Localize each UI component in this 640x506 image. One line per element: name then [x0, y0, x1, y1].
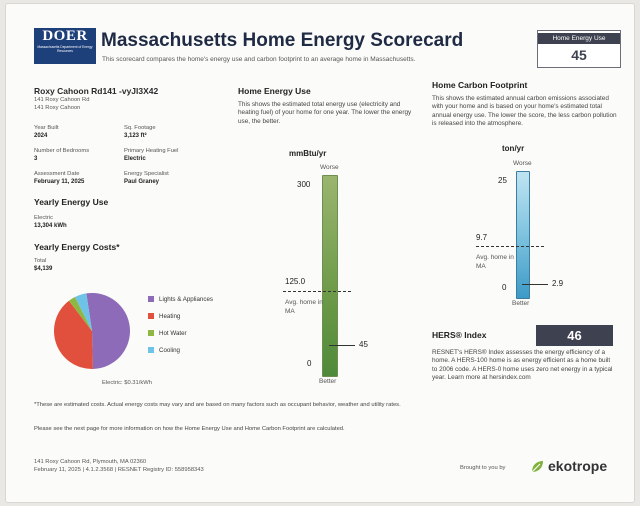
- carbon-unit-label: ton/yr: [502, 144, 525, 153]
- logo-text: DOER: [42, 28, 88, 44]
- energy-better-label: Better: [319, 378, 337, 385]
- energy-fuel-value: 13,304 kWh: [34, 223, 67, 229]
- carbon-bar: [516, 171, 530, 299]
- hers-title: HERS® Index: [432, 330, 487, 340]
- energy-home-marker: [329, 345, 355, 346]
- legend-label: Lights & Appliances: [159, 296, 214, 303]
- sq-footage-value: 3,123 ft²: [124, 133, 147, 139]
- year-built-value: 2024: [34, 133, 48, 139]
- hers-score-badge: 46: [536, 325, 613, 346]
- cost-legend: [148, 296, 213, 364]
- address-line2: 141 Roxy Cahoon: [34, 105, 81, 111]
- legend-label: Hot Water: [159, 330, 187, 337]
- legend-swatch: [148, 313, 154, 319]
- yearly-energy-use-title: Yearly Energy Use: [34, 197, 109, 207]
- legend-swatch: [148, 330, 154, 336]
- page-subtitle: This scorecard compares the home's energy use and carbon footprint to an average home in Massachusetts.: [102, 56, 416, 63]
- bedrooms-label: Number of Bedrooms: [34, 148, 90, 154]
- bedrooms-value: 3: [34, 156, 38, 162]
- scorecard-page: [6, 4, 634, 502]
- carbon-min-tick: 0: [502, 283, 507, 292]
- assessment-date-label: Assessment Date: [34, 171, 80, 177]
- cost-footnote: *These are estimated costs. Actual energy costs may vary and are based on many factors such as occupant behavior, weather and utility rates.: [34, 402, 401, 408]
- carbon-avg-label: Avg. home in MA: [476, 254, 514, 270]
- energy-home-value: 45: [359, 340, 368, 349]
- carbon-home-value: 2.9: [552, 279, 564, 288]
- energy-max-tick: 300: [297, 180, 311, 189]
- legend-swatch: [148, 296, 154, 302]
- sq-footage-label: Sq. Footage: [124, 125, 156, 131]
- footer-address: 141 Roxy Cahoon Rd, Plymouth, MA 02360: [34, 459, 147, 465]
- energy-avg-marker: [283, 291, 351, 292]
- carbon-avg-marker: [476, 246, 544, 247]
- carbon-max-tick: 25: [498, 176, 507, 185]
- footer-meta: February 11, 2025 | 4.1.2.3568 | RESNET Registry ID: 558958343: [34, 467, 204, 473]
- carbon-footprint-description: This shows the estimated annual carbon emissions associated with your home and is based on your home's estimated total annual energy use. The lower the score, the less carbon pollution is released into the atmosphere.: [432, 95, 617, 128]
- legend-label: Cooling: [159, 347, 180, 354]
- costs-total-label: Total: [34, 258, 47, 264]
- home-energy-use-title: Home Energy Use: [238, 86, 311, 96]
- energy-fuel-label: Electric: [34, 215, 54, 221]
- legend-item: [148, 330, 213, 337]
- ekotrope-brand: ekotrope: [548, 458, 608, 474]
- energy-avg-value: 125.0: [285, 277, 306, 286]
- pie-slice-lights-appliances: [86, 293, 130, 369]
- legend-item: [148, 296, 213, 303]
- heating-fuel-value: Electric: [124, 156, 146, 162]
- heating-fuel-label: Primary Heating Fuel: [124, 148, 179, 154]
- assessment-date-value: February 11, 2025: [34, 179, 85, 185]
- specialist-value: Paul Graney: [124, 179, 160, 185]
- hers-description: RESNET's HERS® Index assesses the energy efficiency of a home. A HERS-100 home is as energy efficient as a home built to 2006 code. A HERS-0 home uses zero net energy in a typical year. Learn more at hersindex.com: [432, 349, 613, 382]
- energy-unit-label: mmBtu/yr: [289, 149, 327, 158]
- legend-swatch: [148, 347, 154, 353]
- yearly-energy-costs-title: Yearly Energy Costs*: [34, 242, 120, 252]
- legend-item: [148, 313, 213, 320]
- brought-by-label: Brought to you by: [460, 465, 506, 471]
- carbon-footprint-title: Home Carbon Footprint: [432, 80, 528, 90]
- energy-avg-label: Avg. home in MA: [285, 299, 323, 315]
- carbon-better-label: Better: [512, 300, 530, 307]
- pie-slices: [54, 293, 130, 369]
- costs-total-value: $4,139: [34, 266, 53, 272]
- electric-rate-note: Electric: $0.31/kWh: [102, 380, 152, 386]
- page-title: Massachusetts Home Energy Scorecard: [101, 30, 464, 51]
- address-line1: 141 Roxy Cahoon Rd: [34, 97, 90, 103]
- energy-min-tick: 0: [307, 359, 312, 368]
- legend-item: [148, 347, 213, 354]
- energy-cost-pie-chart: [42, 286, 142, 376]
- ekotrope-leaf-icon: [529, 459, 545, 475]
- energy-use-bar: [322, 175, 338, 377]
- specialist-label: Energy Specialist: [124, 171, 169, 177]
- year-built-label: Year Built: [34, 125, 59, 131]
- carbon-avg-value: 9.7: [476, 233, 488, 242]
- energy-worse-label: Worse: [320, 164, 339, 171]
- home-energy-use-description: This shows the estimated total energy use (electricity and heating fuel) of your home for one year. The lower the energy use, the better.: [238, 101, 412, 125]
- energy-score-label: Home Energy Use: [538, 33, 620, 44]
- logo-subtext: Massachusetts Department of Energy Resources: [37, 45, 93, 53]
- property-name: Roxy Cahoon Rd141 -vyJl3X42: [34, 86, 159, 96]
- carbon-home-marker: [522, 284, 548, 285]
- energy-score-badge: [537, 30, 621, 68]
- doer-logo: [34, 28, 96, 64]
- legend-label: Heating: [159, 313, 181, 320]
- next-page-note: Please see the next page for more information on how the Home Energy Use and Home Carbon Footprint are calculated.: [34, 426, 345, 432]
- carbon-worse-label: Worse: [513, 160, 532, 167]
- energy-score-value: 45: [571, 47, 587, 63]
